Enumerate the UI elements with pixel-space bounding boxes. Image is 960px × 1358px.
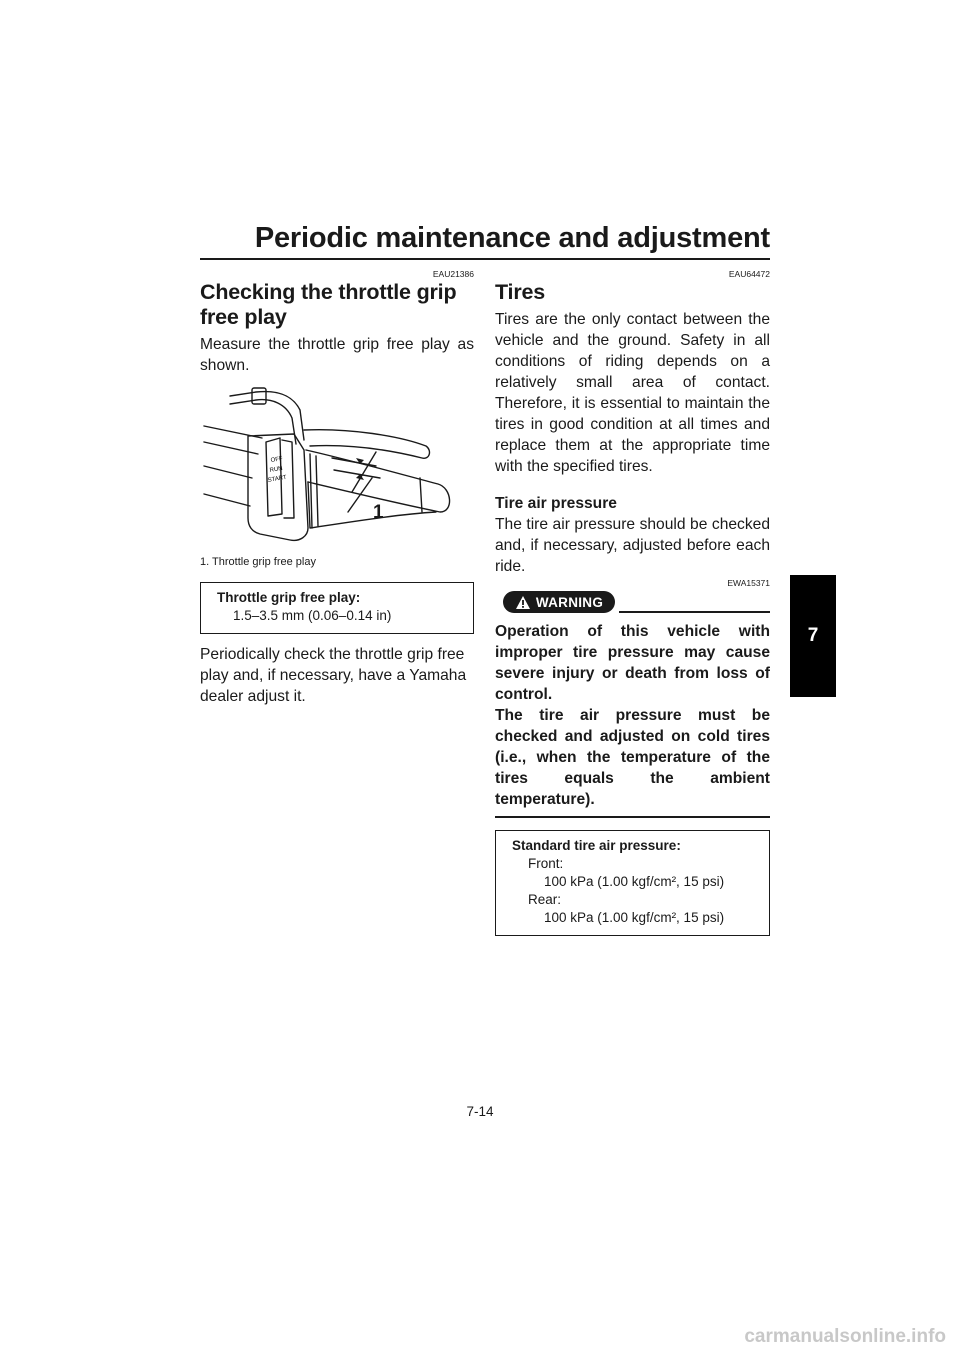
spec-label: Standard tire air pressure: <box>512 838 681 853</box>
switch-label-off: OFF <box>270 455 284 464</box>
left-column <box>200 268 474 707</box>
figure-callout-1: 1 <box>373 502 384 523</box>
throttle-grip-drawing <box>200 382 474 552</box>
warning-triangle-icon <box>515 595 531 610</box>
spec-front-label: Front: <box>528 856 564 871</box>
right-column <box>495 268 770 936</box>
ref-code: EAU64472 <box>728 269 770 279</box>
warning-header <box>495 591 770 615</box>
switch-label-run: RUN <box>269 465 284 474</box>
page-number: 7-14 <box>466 1104 494 1119</box>
warning-paragraph-2: The tire air pressure must be checked and adjusted on cold tires (i.e., when the temperature of the tires equals the ambient temperature). <box>495 707 770 808</box>
warning-code: EWA15371 <box>727 578 770 588</box>
tire-pressure-spec-box <box>495 830 770 936</box>
section-title-tires: Tires <box>495 280 545 304</box>
figure-caption: 1. Throttle grip free play <box>200 556 316 568</box>
warning-end-rule <box>495 816 770 818</box>
spec-rear-value: 100 kPa (1.00 kgf/cm², 15 psi) <box>544 910 725 925</box>
ref-code: EAU21386 <box>432 269 474 279</box>
warning-label: WARNING <box>535 594 604 610</box>
warning-badge <box>503 591 615 613</box>
page-title: Periodic maintenance and adjustment <box>254 222 770 254</box>
throttle-intro: Measure the throttle grip free play as shown. <box>200 336 474 374</box>
chapter-tab[interactable]: 7 <box>790 575 836 697</box>
header-rule <box>200 258 770 260</box>
spec-rear-label: Rear: <box>528 892 562 907</box>
tires-intro: Tires are the only contact between the vehicle and the ground. Safety in all conditions of riding depends on a relatively small area of contact. Therefore, it is essential to maintain the tires in good condition at all times and replace them at the appropriate time with the specified tires. <box>495 311 770 475</box>
switch-label-start: START <box>267 474 288 484</box>
throttle-grip-illustration <box>200 382 474 552</box>
subheading-tire-air-pressure: Tire air pressure <box>495 495 617 512</box>
warning-rule <box>619 611 770 613</box>
tire-pressure-text: The tire air pressure should be checked and, if necessary, adjusted before each ride. <box>495 516 770 575</box>
watermark: carmanualsonline.info <box>744 1326 946 1347</box>
throttle-spec-box <box>200 582 474 634</box>
spec-value: 1.5–3.5 mm (0.06–0.14 in) <box>233 608 392 623</box>
warning-paragraph-1: Operation of this vehicle with improper tire pressure may cause severe injury or death from loss of control. <box>495 623 770 703</box>
throttle-paragraph: Periodically check the throttle grip free play and, if necessary, have a Yamaha dealer adjust it. <box>200 646 467 705</box>
spec-front-value: 100 kPa (1.00 kgf/cm², 15 psi) <box>544 874 725 889</box>
section-title-throttle: Checking the throttle grip free play <box>200 280 457 329</box>
spec-label: Throttle grip free play: <box>217 590 361 605</box>
